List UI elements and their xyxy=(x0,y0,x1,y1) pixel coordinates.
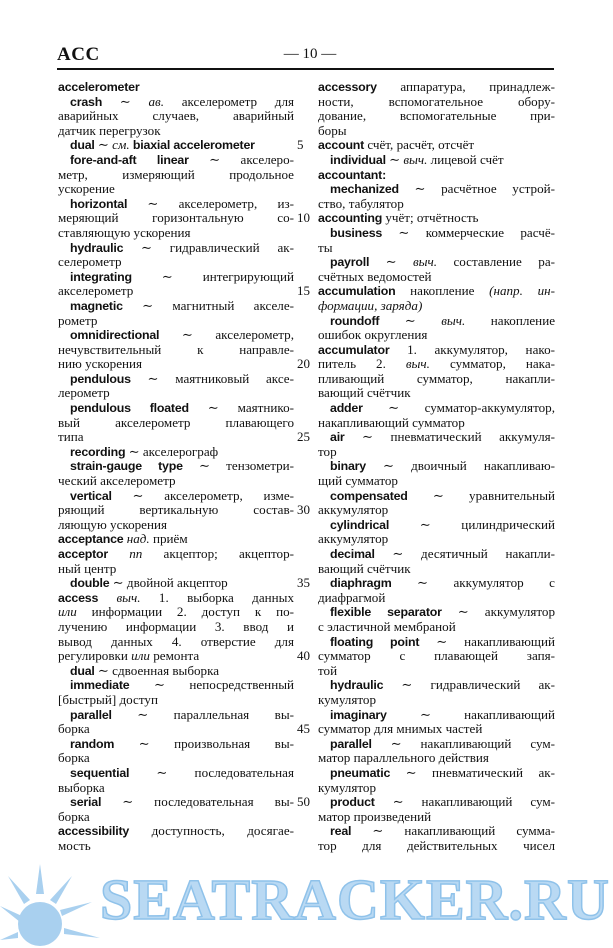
definition-text: ляющую ускорения xyxy=(58,516,168,532)
definition-text: ∼ акселеро- xyxy=(209,151,294,167)
headword: dual xyxy=(70,138,98,153)
headword: accessory xyxy=(318,80,401,94)
headword: accelerometer xyxy=(58,80,140,94)
definition-text: ∼ накапливающий xyxy=(436,633,555,649)
definition-text: аппаратура, принадлеж- xyxy=(400,79,556,94)
definition-text: ошибок округления xyxy=(318,327,428,343)
definition-text: ты xyxy=(318,239,333,255)
right-column-line xyxy=(318,343,555,358)
headword: accumulator xyxy=(318,342,408,357)
definition-text: ∼ акселерометр, изме- xyxy=(132,487,294,503)
line-number: 25 xyxy=(297,429,310,445)
label-italic: выч. xyxy=(405,356,430,372)
definition-text: кумулятор xyxy=(318,779,377,795)
right-column-line xyxy=(318,284,555,299)
definition-text: накопление xyxy=(410,283,490,299)
right-column-line xyxy=(318,620,555,635)
right-column-line xyxy=(318,153,555,168)
definition-text: ный центр xyxy=(58,560,117,576)
label-italic: выч. xyxy=(441,312,466,328)
headword: accessibility xyxy=(58,824,152,839)
right-column-line xyxy=(318,518,555,533)
definition-text: учёт; отчётность xyxy=(385,210,479,226)
right-column-line xyxy=(318,241,555,256)
right-column-line xyxy=(318,824,555,839)
definition-text: ∼ маятнико- xyxy=(207,400,294,416)
left-column-line xyxy=(58,211,294,226)
left-column-line xyxy=(58,576,294,591)
right-column-line xyxy=(318,314,555,329)
left-column-line xyxy=(58,343,294,358)
right-column-line xyxy=(318,168,555,183)
left-column-line xyxy=(58,649,294,664)
label-italic: выч. xyxy=(413,254,438,270)
definition-text: акселерометр xyxy=(58,283,134,299)
definition-text: ∼ акселерограф xyxy=(128,443,219,459)
definition-text: ∼ пневматический аккумуля- xyxy=(362,429,555,445)
line-number: 35 xyxy=(297,575,310,591)
left-column-line xyxy=(58,781,294,796)
label-italic: над. xyxy=(126,531,150,547)
right-column-line xyxy=(318,109,555,124)
definition-text: регулировки xyxy=(58,648,132,664)
definition-text: ∼ последовательная вы- xyxy=(122,794,294,810)
definition-text: ∼ сдвоенная выборка xyxy=(97,662,220,678)
left-column-line xyxy=(58,153,294,168)
definition-text: ∼ десятичный накапли- xyxy=(392,546,555,561)
right-column-line xyxy=(318,401,555,416)
definition-text: составление ра- xyxy=(437,254,555,270)
right-column-line xyxy=(318,781,555,796)
definition-text: аккумулятор xyxy=(318,531,389,547)
definition-text: лицевой счёт xyxy=(427,151,504,167)
headword: imaginary xyxy=(330,707,420,722)
right-column-line xyxy=(318,489,555,504)
headword: business xyxy=(330,225,399,240)
definition-text: ∼ xyxy=(389,151,404,167)
right-column-line xyxy=(318,255,555,270)
right-column xyxy=(318,80,555,853)
right-column-line xyxy=(318,445,555,460)
label-italic: формации, заряда) xyxy=(318,297,423,313)
definition-text: ∼ сумматор-аккумулятор, xyxy=(388,400,555,416)
definition-text: меряющий горизонтальную со- xyxy=(58,210,294,226)
headword: access xyxy=(58,590,117,605)
right-column-line xyxy=(318,95,555,110)
definition-text: ∼ двойной акцептор xyxy=(112,575,228,591)
left-column-line xyxy=(58,474,294,489)
definition-text: ∼ акселерометр, xyxy=(181,327,294,343)
line-number: 40 xyxy=(297,648,310,664)
definition-text: ∼ тензометри- xyxy=(198,458,294,474)
right-column-line xyxy=(318,386,555,401)
left-column-line xyxy=(58,109,294,124)
definition-text: ∼ xyxy=(97,137,113,153)
left-column-line xyxy=(58,722,294,737)
headword: flexible separator xyxy=(330,605,458,620)
headword: sequential xyxy=(70,765,157,780)
label-italic: (напр. ин- xyxy=(489,283,555,299)
left-column-line xyxy=(58,635,294,650)
definition-text: доступность, досягае- xyxy=(151,823,294,839)
definition-text: ставляющую ускорения xyxy=(58,224,191,240)
definition-text: борка xyxy=(58,750,90,766)
definition-text: ∼ пневматический ак- xyxy=(405,764,555,780)
left-column-line xyxy=(58,401,294,416)
watermark-logo xyxy=(0,862,613,948)
definition-text: борка xyxy=(58,721,90,737)
definition-text: с эластичной мембраной xyxy=(318,618,456,634)
right-column-line xyxy=(318,226,555,241)
definition-text: ческий акселерометр xyxy=(58,473,176,489)
definition-text: акцептор; акцептор- xyxy=(142,546,294,561)
definition-text: акселерометр для xyxy=(163,93,294,109)
right-column-line xyxy=(318,80,555,95)
definition-text: той xyxy=(318,662,338,678)
page-header xyxy=(57,44,563,66)
left-column-line xyxy=(58,182,294,197)
left-column-line xyxy=(58,328,294,343)
left-column xyxy=(58,80,294,853)
headword: roundoff xyxy=(330,313,405,328)
definition-text: счётных ведомостей xyxy=(318,268,432,284)
definition-text: ∼ маятниковый аксе- xyxy=(147,370,294,386)
headword: pendulous xyxy=(70,371,148,386)
right-column-line xyxy=(318,357,555,372)
right-column-line xyxy=(318,532,555,547)
right-column-line xyxy=(318,766,555,781)
right-column-line xyxy=(318,839,555,854)
left-column-line xyxy=(58,518,294,533)
headword: serial xyxy=(70,795,123,810)
headword: compensated xyxy=(330,488,433,503)
definition-text: ∼ произвольная вы- xyxy=(138,735,294,751)
definition-text: ство, табулятор xyxy=(318,195,404,211)
headword: cylindrical xyxy=(330,517,420,532)
sun-icon xyxy=(0,862,110,948)
definition-text: рометр xyxy=(58,312,98,328)
left-column-line xyxy=(58,591,294,606)
right-column-line xyxy=(318,576,555,591)
definition-text: ∼ гидравлический ак- xyxy=(401,677,555,693)
definition-text: нию ускорения xyxy=(58,356,143,372)
headword: air xyxy=(330,430,363,445)
definition-text: ряющий вертикальную состав- xyxy=(58,502,294,518)
headword: parallel xyxy=(70,707,138,722)
left-column-line xyxy=(58,299,294,314)
definition-text: щий сумматор xyxy=(318,473,398,489)
right-column-line xyxy=(318,751,555,766)
definition-text: мость xyxy=(58,837,91,853)
definition-text: информации 2. доступ к по- xyxy=(76,604,294,620)
headword: product xyxy=(330,795,393,810)
left-column-line xyxy=(58,124,294,139)
left-column-line xyxy=(58,416,294,431)
guide-word: ACC xyxy=(57,44,100,65)
definition-text: ∼ непосредственный xyxy=(153,677,295,693)
right-column-line xyxy=(318,722,555,737)
definition-text: ∼ накапливающий сумма- xyxy=(372,823,555,839)
right-column-line xyxy=(318,678,555,693)
left-column-line xyxy=(58,751,294,766)
right-column-line xyxy=(318,197,555,212)
definition-text: ∼ накапливающий сум- xyxy=(392,794,555,810)
label-italic: выч. xyxy=(403,151,428,167)
headword: real xyxy=(330,824,373,839)
definition-text: накапливающий сумматор xyxy=(318,414,465,430)
right-column-line xyxy=(318,124,555,139)
definition-text: счёт, расчёт, отсчёт xyxy=(367,137,475,153)
definition-text: ∼ последовательная xyxy=(156,764,294,780)
left-column-line xyxy=(58,445,294,460)
right-column-line xyxy=(318,635,555,650)
definition-text: ∼ интегрирующий xyxy=(161,268,294,284)
left-column-line xyxy=(58,168,294,183)
left-column-line xyxy=(58,270,294,285)
definition-text: ∼ параллельная вы- xyxy=(137,706,294,722)
label-italic: пп xyxy=(129,546,143,561)
left-column-line xyxy=(58,810,294,825)
right-column-line xyxy=(318,562,555,577)
left-column-line xyxy=(58,459,294,474)
definition-text: ∼ магнитный акселе- xyxy=(142,297,295,313)
right-column-line xyxy=(318,430,555,445)
label-italic: выч. xyxy=(116,589,141,605)
headword: dual xyxy=(70,663,98,678)
right-column-line xyxy=(318,474,555,489)
line-number: 50 xyxy=(297,794,310,810)
left-column-line xyxy=(58,241,294,256)
definition-text: ∼ xyxy=(404,312,442,328)
definition-text: ∼ гидравлический ак- xyxy=(141,239,294,255)
headword: pneumatic xyxy=(330,765,406,780)
headword: strain-gauge type xyxy=(70,459,199,474)
definition-text: сумматор, нака- xyxy=(429,356,555,372)
left-column-line xyxy=(58,80,294,95)
definition-text: лерометр xyxy=(58,385,110,401)
left-column-line xyxy=(58,562,294,577)
definition-text: 1. аккумулятор, нако- xyxy=(407,341,555,357)
right-column-line xyxy=(318,182,555,197)
definition-text: ∼ коммерческие расчё- xyxy=(398,224,555,240)
definition-text: ности, вспомогательное обору- xyxy=(318,93,555,109)
left-column-line xyxy=(58,314,294,329)
definition-text: аварийных случаев, аварийный xyxy=(58,108,294,124)
definition-text: матор произведений xyxy=(318,808,432,824)
definition-text: ∼ xyxy=(119,93,149,109)
left-column-line xyxy=(58,547,294,562)
definition-text: тор для действительных чисел xyxy=(318,837,555,853)
left-column-line xyxy=(58,620,294,635)
right-column-line xyxy=(318,138,555,153)
left-column-line xyxy=(58,839,294,854)
definition-text: нечувствительный к направле- xyxy=(58,341,294,357)
label-italic: ав. xyxy=(148,93,164,109)
line-number: 20 xyxy=(297,356,310,372)
definition-text: матор параллельного действия xyxy=(318,750,489,766)
definition-text: ∼ уравнительный xyxy=(432,487,555,503)
headword: hydraulic xyxy=(70,240,142,255)
line-number: 5 xyxy=(297,137,304,153)
definition-text: вывод данных 4. отверстие для xyxy=(58,633,294,649)
definition-text: селерометр xyxy=(58,254,122,270)
label-italic: или xyxy=(58,604,77,620)
headword: mechanized xyxy=(330,182,415,197)
headword: fore-and-aft linear xyxy=(70,152,210,167)
left-column-line xyxy=(58,737,294,752)
headword: floating point xyxy=(330,634,437,649)
headword: acceptance xyxy=(58,532,127,547)
left-column-line xyxy=(58,430,294,445)
definition-text: вающий счётчик xyxy=(318,560,411,576)
definition-text: сумматор для мнимых частей xyxy=(318,721,483,737)
definition-text: ∼ накапливающий сум- xyxy=(390,735,555,751)
left-column-line xyxy=(58,795,294,810)
definition-text: ∼ цилиндрический xyxy=(419,516,555,532)
definition-text: диафрагмой xyxy=(318,589,386,605)
definition-text: сумматор с плавающей запя- xyxy=(318,648,555,664)
line-number: 15 xyxy=(297,283,310,299)
page-number: — 10 — xyxy=(283,46,337,62)
right-column-line xyxy=(318,211,555,226)
definition-text: ускорение xyxy=(58,181,115,197)
headword: accounting xyxy=(318,211,386,226)
definition-text: накопление xyxy=(465,312,556,328)
left-column-line xyxy=(58,284,294,299)
definition-text: ∼ аккумулятор с xyxy=(417,575,555,591)
definition-text: типа xyxy=(58,429,84,445)
headword: adder xyxy=(330,401,389,416)
definition-text: [быстрый] доступ xyxy=(58,691,158,707)
right-column-line xyxy=(318,416,555,431)
right-column-line xyxy=(318,328,555,343)
header-rule xyxy=(57,68,554,70)
right-column-line xyxy=(318,459,555,474)
definition-text: питель 2. xyxy=(318,356,406,372)
headword: parallel xyxy=(330,736,391,751)
right-column-line xyxy=(318,810,555,825)
right-column-line xyxy=(318,299,555,314)
left-column-line xyxy=(58,708,294,723)
headword: vertical xyxy=(70,488,133,503)
headword: accumulation xyxy=(318,284,411,299)
definition-text: ∼ накапливающий xyxy=(419,706,555,722)
headword: accountant: xyxy=(318,167,387,182)
headword: magnetic xyxy=(70,298,143,313)
definition-text: приём xyxy=(149,531,188,547)
definition-text: ∼ аккумулятор xyxy=(457,604,555,620)
definition-text: вый акселерометр плавающего xyxy=(58,414,294,430)
headword: hydraulic xyxy=(330,678,402,693)
left-column-line xyxy=(58,664,294,679)
left-column-line xyxy=(58,138,294,153)
definition-text: ремонта xyxy=(149,648,200,664)
headword: biaxial accelerometer xyxy=(132,138,255,153)
left-column-line xyxy=(58,197,294,212)
definition-text: боры xyxy=(318,122,347,138)
definition-text: ∼ xyxy=(385,254,413,270)
label-italic: или xyxy=(131,648,150,664)
headword: diaphragm xyxy=(330,576,418,591)
headword: integrating xyxy=(70,269,162,284)
definition-text: борка xyxy=(58,808,90,824)
headword: crash xyxy=(70,94,120,109)
definition-text: датчик перегрузок xyxy=(58,122,161,138)
right-column-line xyxy=(318,605,555,620)
right-column-line xyxy=(318,547,555,562)
headword: omnidirectional xyxy=(70,328,182,343)
headword: double xyxy=(70,576,113,591)
line-number: 45 xyxy=(297,721,310,737)
right-column-line xyxy=(318,270,555,285)
headword: binary xyxy=(330,459,384,474)
right-column-line xyxy=(318,664,555,679)
left-column-line xyxy=(58,372,294,387)
label-italic: см. xyxy=(112,137,130,153)
left-column-line xyxy=(58,489,294,504)
watermark-text: SEATRACKER.RU xyxy=(100,867,610,932)
left-column-line xyxy=(58,693,294,708)
left-column-line xyxy=(58,357,294,372)
right-column-line xyxy=(318,795,555,810)
headword: payroll xyxy=(330,255,386,270)
definition-text: тор xyxy=(318,443,337,459)
left-column-line xyxy=(58,386,294,401)
headword: decimal xyxy=(330,547,393,561)
definition-text: дование, вспомогательные при- xyxy=(318,108,555,124)
left-column-line xyxy=(58,255,294,270)
left-column-line xyxy=(58,95,294,110)
line-number: 30 xyxy=(297,502,310,518)
left-column-line xyxy=(58,532,294,547)
headword: horizontal xyxy=(70,196,148,211)
headword: immediate xyxy=(70,678,154,693)
right-column-line xyxy=(318,503,555,518)
definition-text: выборка xyxy=(58,779,105,795)
left-column-line xyxy=(58,605,294,620)
left-column-line xyxy=(58,824,294,839)
headword: account xyxy=(318,138,368,153)
line-number: 10 xyxy=(297,210,310,226)
right-column-line xyxy=(318,737,555,752)
left-column-line xyxy=(58,678,294,693)
definition-text: вающий счётчик xyxy=(318,385,411,401)
definition-text: ∼ расчётное устрой- xyxy=(414,181,556,197)
right-column-line xyxy=(318,708,555,723)
definition-text: 1. выборка данных xyxy=(140,589,295,605)
right-column-line xyxy=(318,591,555,606)
left-column-line xyxy=(58,503,294,518)
definition-text: лучению информации 3. ввод и xyxy=(58,618,294,634)
right-column-line xyxy=(318,649,555,664)
left-column-line xyxy=(58,766,294,781)
headword: individual xyxy=(330,152,390,167)
definition-text: ∼ акселерометр, из- xyxy=(147,195,295,211)
definition-text: аккумулятор xyxy=(318,502,389,518)
right-column-line xyxy=(318,693,555,708)
left-column-line xyxy=(58,226,294,241)
headword: recording xyxy=(70,444,129,459)
right-column-line xyxy=(318,372,555,387)
headword: pendulous floated xyxy=(70,401,208,416)
definition-text: ∼ двоичный накапливаю- xyxy=(383,458,555,474)
headword: acceptor xyxy=(58,547,130,561)
headword: random xyxy=(70,736,139,751)
definition-text: кумулятор xyxy=(318,691,377,707)
definition-text: метр, измеряющий продольное xyxy=(58,166,294,182)
definition-text: пливающий сумматор, накапли- xyxy=(318,370,555,386)
